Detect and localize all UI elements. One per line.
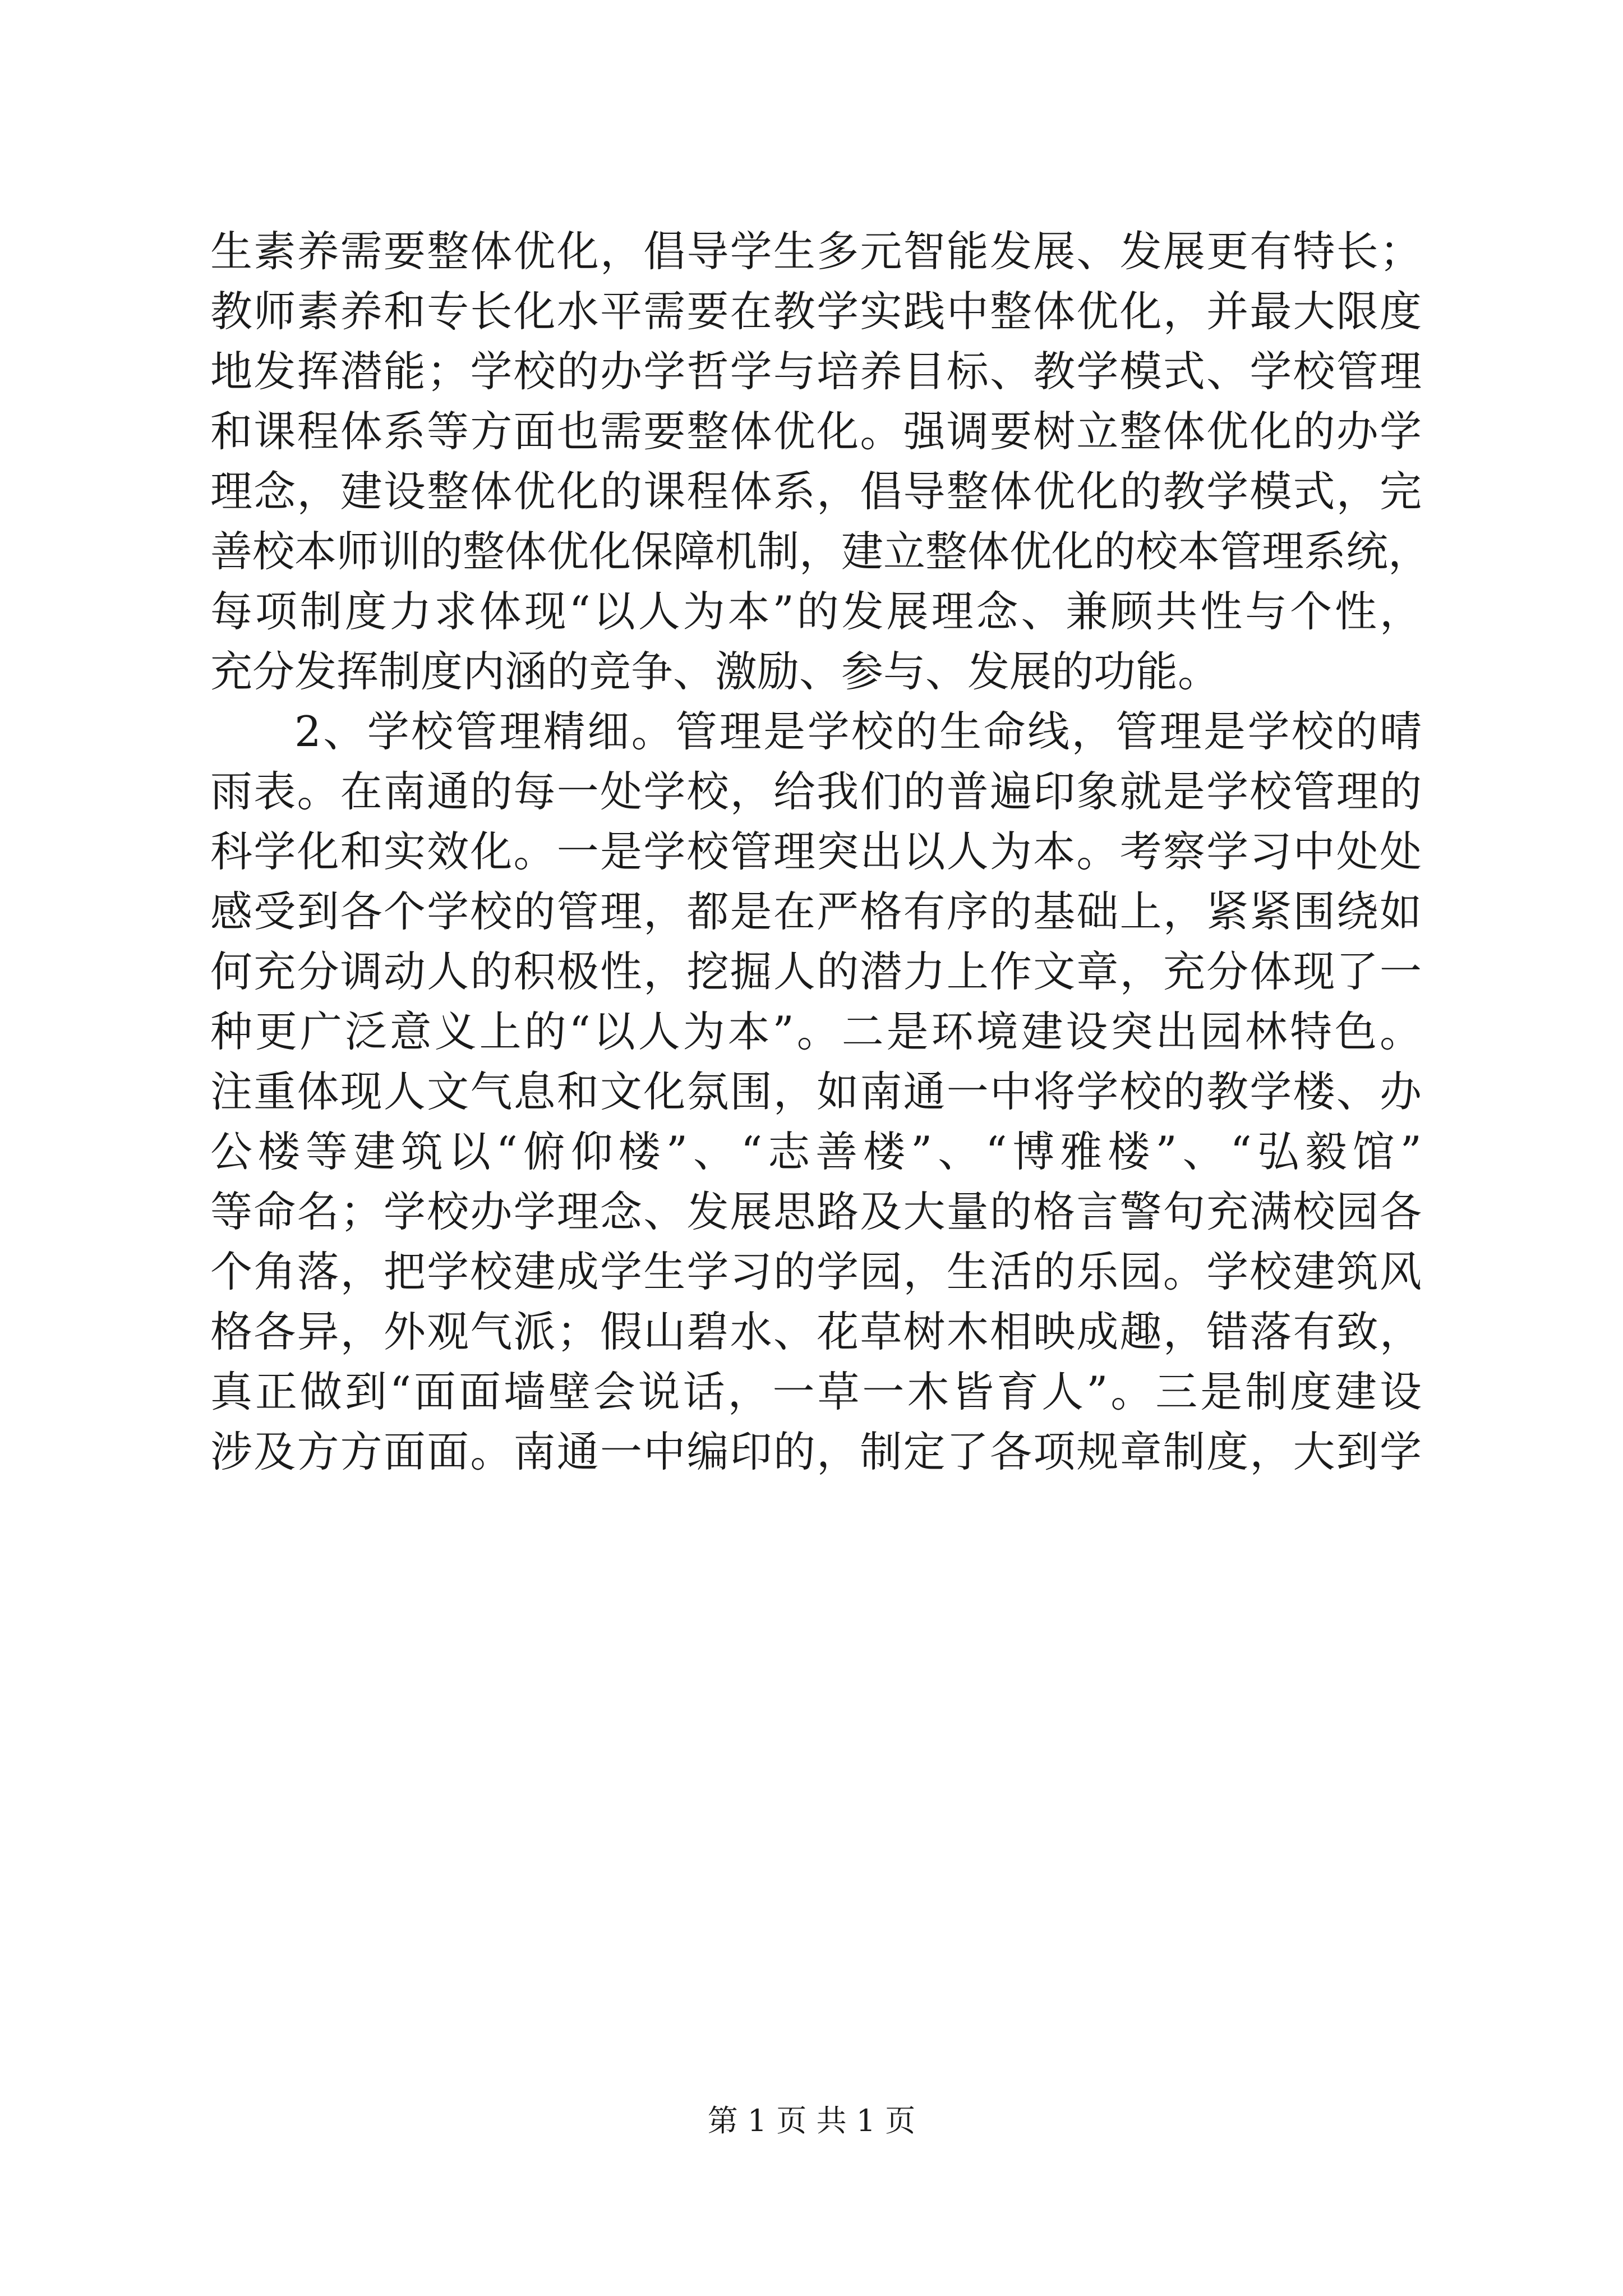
text-line: 涉及方方面面。南通一中编印的，制定了各项规章制度，大到学 (210, 1427, 1422, 1476)
text-line: 格各异，外观气派；假山碧水、花草树木相映成趣，错落有致， (210, 1307, 1422, 1356)
text-line: 充分发挥制度内涵的竞争、激励、参与、发展的功能。 (210, 647, 1220, 696)
document-body (210, 222, 1431, 1482)
text-line: 科学化和实效化。一是学校管理突出以人为本。考察学习中处处 (210, 827, 1422, 876)
text-line: 善校本师训的整体优化保障机制，建立整体优化的校本管理系统， (210, 527, 1431, 576)
paragraph-1 (210, 222, 1431, 702)
text-line: 个角落，把学校建成学生学习的学园，生活的乐园。学校建筑风 (210, 1247, 1422, 1296)
text-line: 和课程体系等方面也需要整体优化。强调要树立整体优化的办学 (210, 407, 1422, 456)
page-footer (0, 2097, 1623, 2140)
text-line: 种更广泛意义上的“以人为本”。二是环境建设突出园林特色。 (210, 1007, 1422, 1056)
text-line: 地发挥潜能；学校的办学哲学与培养目标、教学模式、学校管理 (210, 347, 1422, 396)
text-line: 等命名；学校办学理念、发展思路及大量的格言警句充满校园各 (210, 1187, 1422, 1236)
text-line: 生素养需要整体优化，倡导学生多元智能发展、发展更有特长； (210, 227, 1422, 276)
text-line: 何充分调动人的积极性，挖掘人的潜力上作文章，充分体现了一 (210, 947, 1422, 996)
text-line: 注重体现人文气息和文化氛围，如南通一中将学校的教学楼、办 (210, 1067, 1422, 1116)
text-line: 公楼等建筑以“俯仰楼”、“志善楼”、“博雅楼”、“弘毅馆” (210, 1127, 1422, 1176)
text-line: 雨表。在南通的每一处学校，给我们的普遍印象就是学校管理的 (210, 767, 1422, 816)
text-line: 感受到各个学校的管理，都是在严格有序的基础上，紧紧围绕如 (210, 887, 1422, 936)
text-line: 每项制度力求体现“以人为本”的发展理念、兼顾共性与个性， (210, 587, 1422, 636)
text-line: 真正做到“面面墙壁会说话，一草一木皆育人”。三是制度建设 (210, 1367, 1422, 1416)
text-line: 2、学校管理精细。管理是学校的生命线，管理是学校的晴 (294, 707, 1422, 756)
text-line: 教师素养和专长化水平需要在教学实践中整体优化，并最大限度 (210, 287, 1422, 336)
text-line: 理念，建设整体优化的课程体系，倡导整体优化的教学模式，完 (210, 467, 1422, 516)
paragraph-2 (210, 702, 1422, 1482)
page-number-label: 第 1 页 共 1 页 (707, 2103, 916, 2138)
